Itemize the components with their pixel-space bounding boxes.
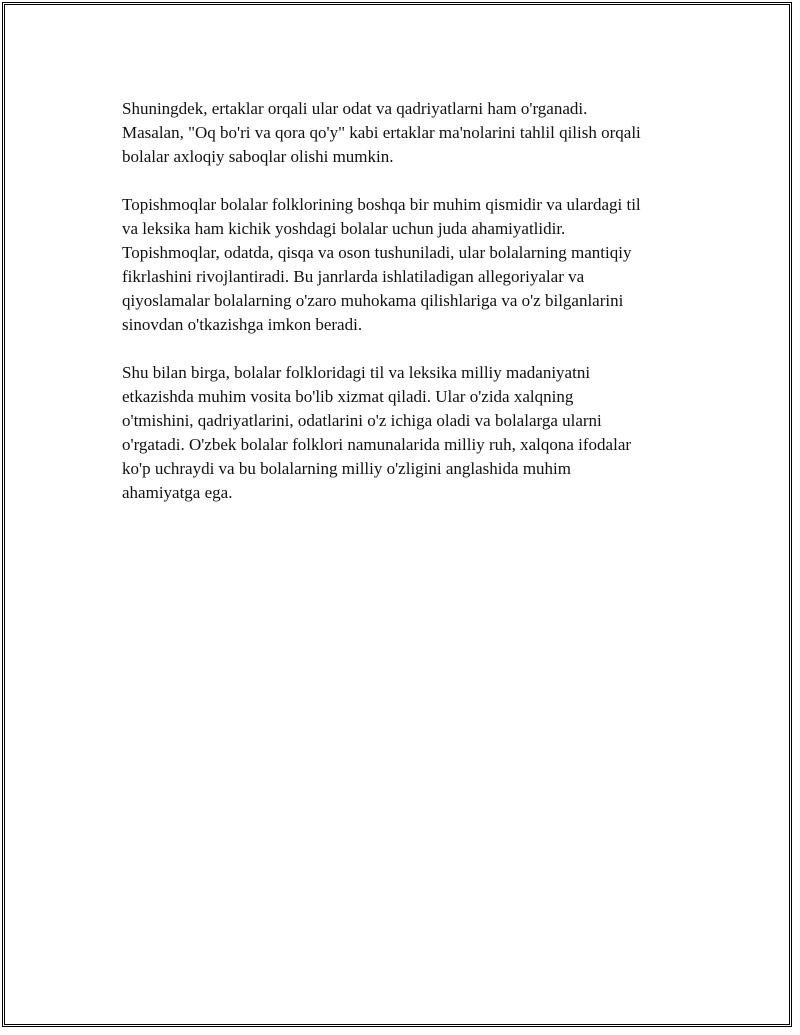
text-line: Shuningdek, ertaklar orqali ular odat va qadriyatlarni ham o'rganadi. xyxy=(122,99,588,118)
paragraph-ertaklar xyxy=(122,97,702,169)
paragraph-milliy-madaniyat xyxy=(122,361,702,505)
document-body xyxy=(122,97,702,529)
page-border xyxy=(2,2,792,1027)
text-line: Topishmoqlar, odatda, qisqa va oson tushuniladi, ular bolalarning mantiqiy xyxy=(122,243,632,262)
text-line: etkazishda muhim vosita bo'lib xizmat qiladi. Ular o'zida xalqning xyxy=(122,387,574,406)
text-line: Shu bilan birga, bolalar folkloridagi til va leksika milliy madaniyatni xyxy=(122,363,591,382)
text-line: bolalar axloqiy saboqlar olishi mumkin. xyxy=(122,147,394,166)
paragraph-topishmoqlar xyxy=(122,193,702,337)
text-line: o'tmishini, qadriyatlarini, odatlarini o'z ichiga oladi va bolalarga ularni xyxy=(122,411,602,430)
text-line: ko'p uchraydi va bu bolalarning milliy o'zligini anglashida muhim xyxy=(122,459,571,478)
text-line: fikrlashini rivojlantiradi. Bu janrlarda ishlatiladigan allegoriyalar va xyxy=(122,267,585,286)
text-line: Topishmoqlar bolalar folklorining boshqa bir muhim qismidir va ulardagi til xyxy=(122,195,641,214)
text-line: ahamiyatga ega. xyxy=(122,483,233,502)
text-line: sinovdan o'tkazishga imkon beradi. xyxy=(122,315,363,334)
text-line: va leksika ham kichik yoshdagi bolalar uchun juda ahamiyatlidir. xyxy=(122,219,566,238)
text-line: qiyoslamalar bolalarning o'zaro muhokama qilishlariga va o'z bilganlarini xyxy=(122,291,624,310)
text-line: o'rgatadi. O'zbek bolalar folklori namunalarida milliy ruh, xalqona ifodalar xyxy=(122,435,632,454)
text-line: Masalan, "Oq bo'ri va qora qo'y" kabi ertaklar ma'nolarini tahlil qilish orqali xyxy=(122,123,641,142)
